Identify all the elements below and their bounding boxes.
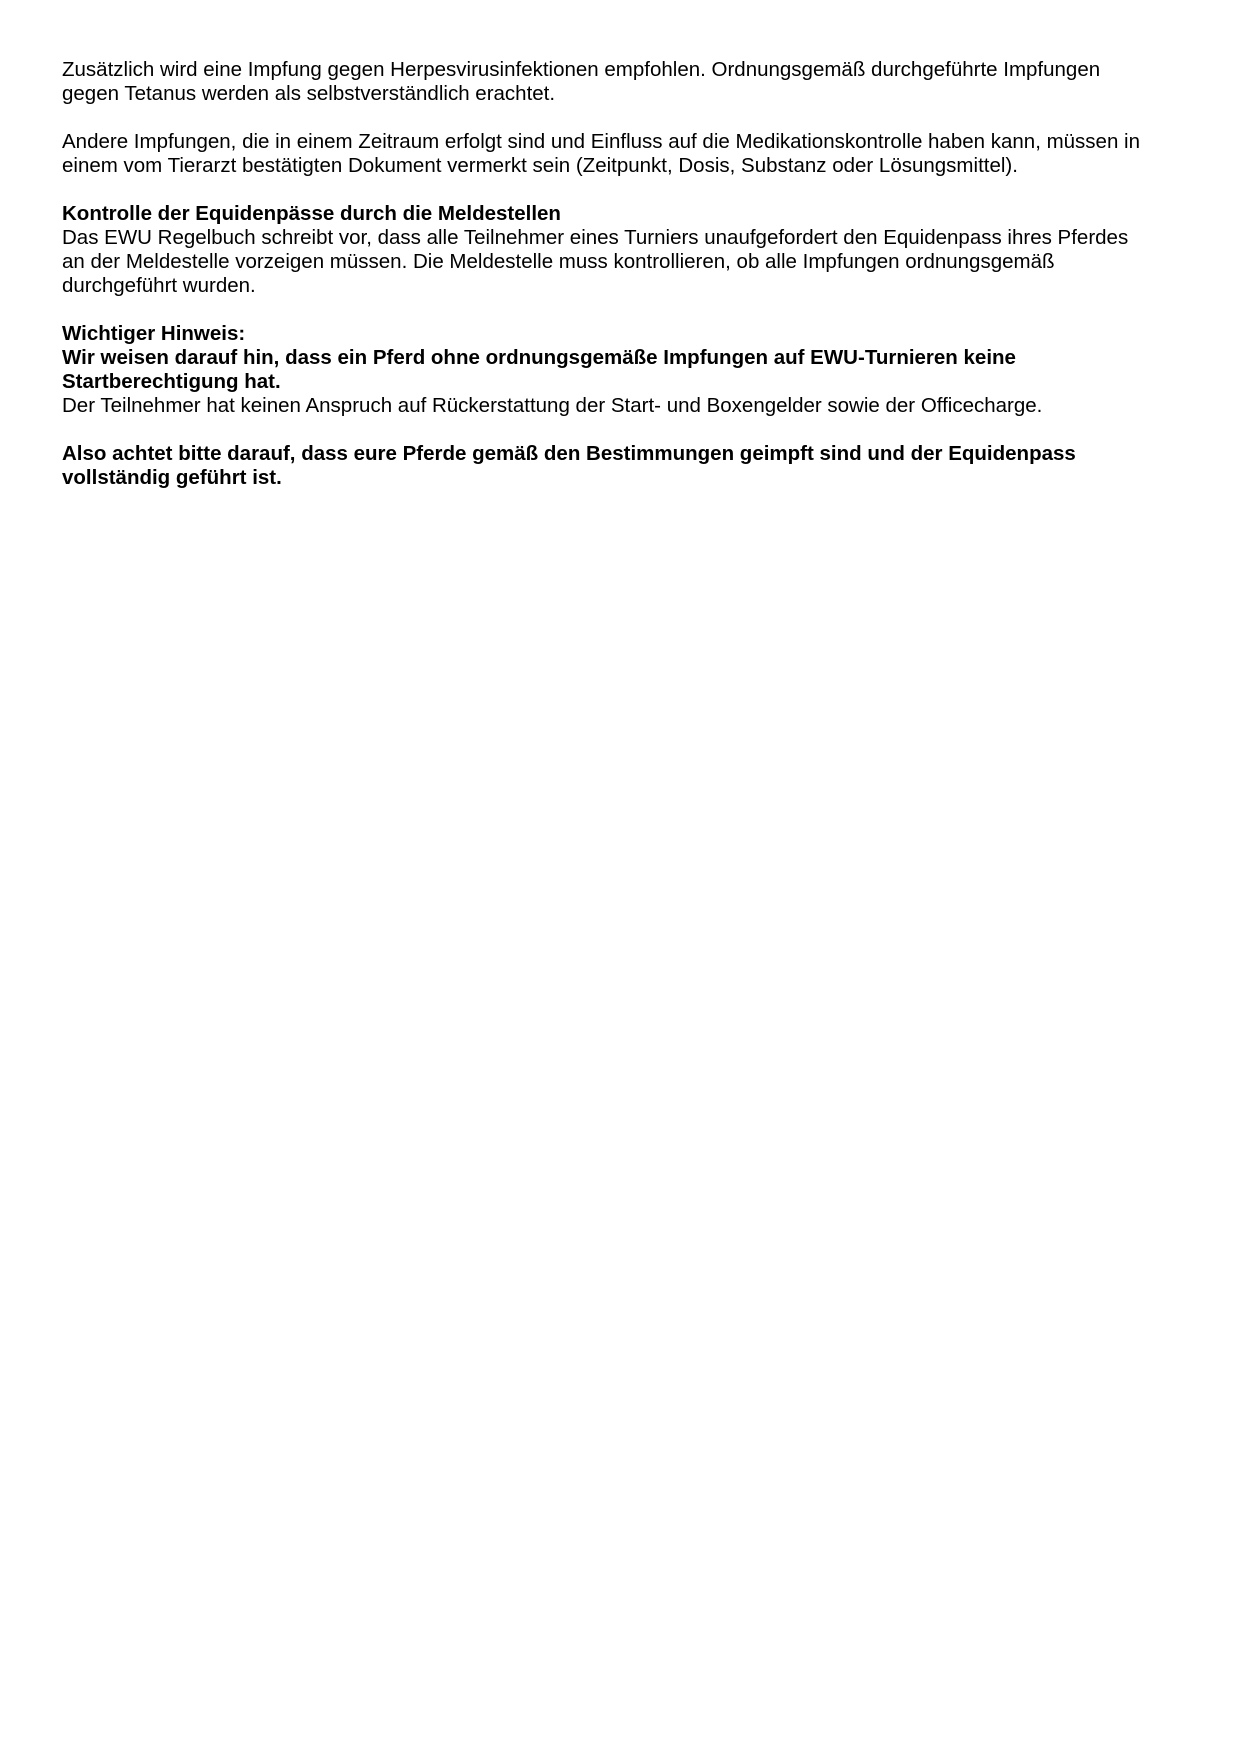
section-heading: Wichtiger Hinweis: bbox=[62, 322, 246, 345]
closing-reminder bbox=[62, 442, 1182, 490]
paragraph-other-vaccinations bbox=[62, 130, 1182, 178]
text-line: Zusätzlich wird eine Impfung gegen Herpesvirusinfektionen empfohlen. Ordnungsgemäß durchgeführte Impfungen bbox=[62, 58, 1101, 81]
notice-bold-line: Startberechtigung hat. bbox=[62, 370, 281, 393]
document-page bbox=[62, 58, 1182, 514]
closing-bold-line: Also achtet bitte darauf, dass eure Pferde gemäß den Bestimmungen geimpft sind und der Equidenpass bbox=[62, 442, 1076, 465]
section-important-notice bbox=[62, 322, 1182, 418]
text-line: Der Teilnehmer hat keinen Anspruch auf Rückerstattung der Start- und Boxengelder sowie der Officecharge. bbox=[62, 394, 1043, 417]
paragraph-vaccination-recommendation bbox=[62, 58, 1182, 106]
text-line: an der Meldestelle vorzeigen müssen. Die Meldestelle muss kontrollieren, ob alle Impfungen ordnungsgemäß bbox=[62, 250, 1055, 273]
closing-bold-line: vollständig geführt ist. bbox=[62, 466, 282, 489]
text-line: gegen Tetanus werden als selbstverständlich erachtet. bbox=[62, 82, 556, 105]
notice-bold-line: Wir weisen darauf hin, dass ein Pferd ohne ordnungsgemäße Impfungen auf EWU-Turnieren keine bbox=[62, 346, 1016, 369]
text-line: einem vom Tierarzt bestätigten Dokument vermerkt sein (Zeitpunkt, Dosis, Substanz oder Lösungsmittel). bbox=[62, 154, 1018, 177]
section-heading: Kontrolle der Equidenpässe durch die Meldestellen bbox=[62, 202, 561, 225]
text-line: Andere Impfungen, die in einem Zeitraum erfolgt sind und Einfluss auf die Medikationskontrolle haben kann, müssen in bbox=[62, 130, 1141, 153]
section-passport-control bbox=[62, 202, 1182, 298]
text-line: durchgeführt wurden. bbox=[62, 274, 256, 297]
text-line: Das EWU Regelbuch schreibt vor, dass alle Teilnehmer eines Turniers unaufgefordert den Equidenpass ihres Pferdes bbox=[62, 226, 1129, 249]
